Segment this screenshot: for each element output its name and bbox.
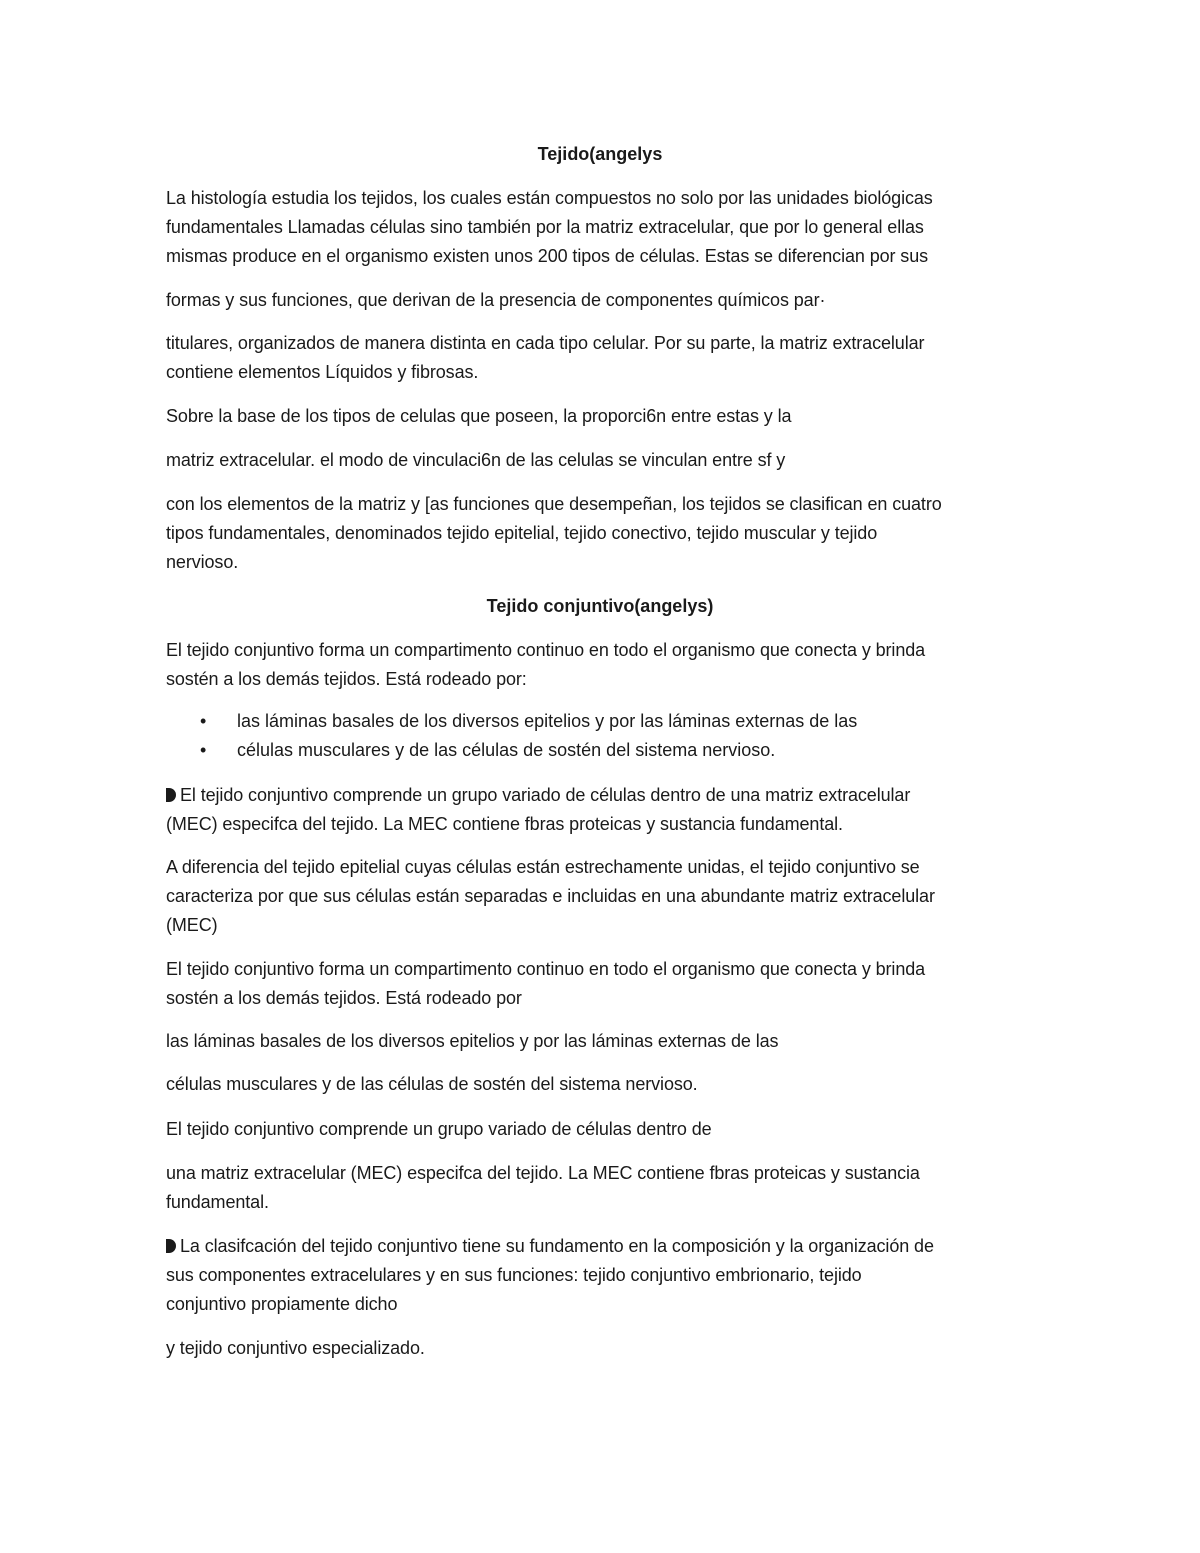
paragraph-line: Sobre la base de los tipos de celulas que poseen, la proporci6n entre estas y la <box>166 406 792 426</box>
paragraph-line: sostén a los demás tejidos. Está rodeado por: <box>166 669 527 689</box>
paragraph-text: El tejido conjuntivo comprende un grupo variado de células dentro de una matriz extracelular <box>180 785 911 805</box>
paragraph-line: sus componentes extracelulares y en sus funciones: tejido conjuntivo embrionario, tejido <box>166 1265 862 1285</box>
section-title: Tejido conjuntivo(angelys) <box>486 596 714 616</box>
paragraph-line: células musculares y de las células de sostén del sistema nervioso. <box>166 1074 698 1094</box>
paragraph-line: conjuntivo propiamente dicho <box>166 1294 398 1314</box>
paragraph-line: formas y sus funciones, que derivan de la presencia de componentes químicos par· <box>166 290 826 310</box>
paragraph-line <box>166 1232 934 1261</box>
paragraph-line: y tejido conjuntivo especializado. <box>166 1338 425 1358</box>
paragraph-line: contiene elementos Líquidos y fibrosas. <box>166 362 479 382</box>
document-title: Tejido(angelys <box>537 144 663 164</box>
paragraph-line: El tejido conjuntivo forma un compartimento continuo en todo el organismo que conecta y brinda <box>166 640 926 660</box>
list-item: células musculares y de las células de sostén del sistema nervioso. <box>237 740 776 760</box>
paragraph-line: tipos fundamentales, denominados tejido epitelial, tejido conectivo, tejido muscular y tejido <box>166 523 878 543</box>
paragraph-line: A diferencia del tejido epitelial cuyas células están estrechamente unidas, el tejido conjuntivo se <box>166 857 920 877</box>
paragraph-line: las láminas basales de los diversos epitelios y por las láminas externas de las <box>166 1031 779 1051</box>
bullet-icon: • <box>200 740 207 760</box>
half-circle-marker-icon <box>166 788 176 802</box>
paragraph-line: mismas produce en el organismo existen unos 200 tipos de células. Estas se diferencian por sus <box>166 246 929 266</box>
paragraph-line: El tejido conjuntivo forma un compartimento continuo en todo el organismo que conecta y brinda <box>166 959 926 979</box>
paragraph-line <box>166 781 910 810</box>
list-item: las láminas basales de los diversos epitelios y por las láminas externas de las <box>237 711 858 731</box>
paragraph-line: una matriz extracelular (MEC) especifca del tejido. La MEC contiene fbras proteicas y sustancia <box>166 1163 920 1183</box>
paragraph-line: con los elementos de la matriz y [as funciones que desempeñan, los tejidos se clasifican en cuatro <box>166 494 942 514</box>
paragraph-line: fundamentales Llamadas células sino también por la matriz extracelular, que por lo general ellas <box>166 217 924 237</box>
paragraph-line: fundamental. <box>166 1192 269 1212</box>
paragraph-line: caracteriza por que sus células están separadas e incluidas en una abundante matriz extracelular <box>166 886 935 906</box>
paragraph-line: El tejido conjuntivo comprende un grupo variado de células dentro de <box>166 1119 712 1139</box>
paragraph-text: La clasifcación del tejido conjuntivo tiene su fundamento en la composición y la organización de <box>180 1236 934 1256</box>
paragraph-line: (MEC) <box>166 915 218 935</box>
paragraph-line: matriz extracelular. el modo de vinculaci6n de las celulas se vinculan entre sf y <box>166 450 786 470</box>
paragraph-line: La histología estudia los tejidos, los cuales están compuestos no solo por las unidades biológicas <box>166 188 933 208</box>
paragraph-line: nervioso. <box>166 552 239 572</box>
paragraph-line: titulares, organizados de manera distinta en cada tipo celular. Por su parte, la matriz extracelular <box>166 333 925 353</box>
paragraph-line: (MEC) especifca del tejido. La MEC contiene fbras proteicas y sustancia fundamental. <box>166 814 843 834</box>
half-circle-marker-icon <box>166 1239 176 1253</box>
paragraph-line: sostén a los demás tejidos. Está rodeado por <box>166 988 522 1008</box>
bullet-icon: • <box>200 711 207 731</box>
